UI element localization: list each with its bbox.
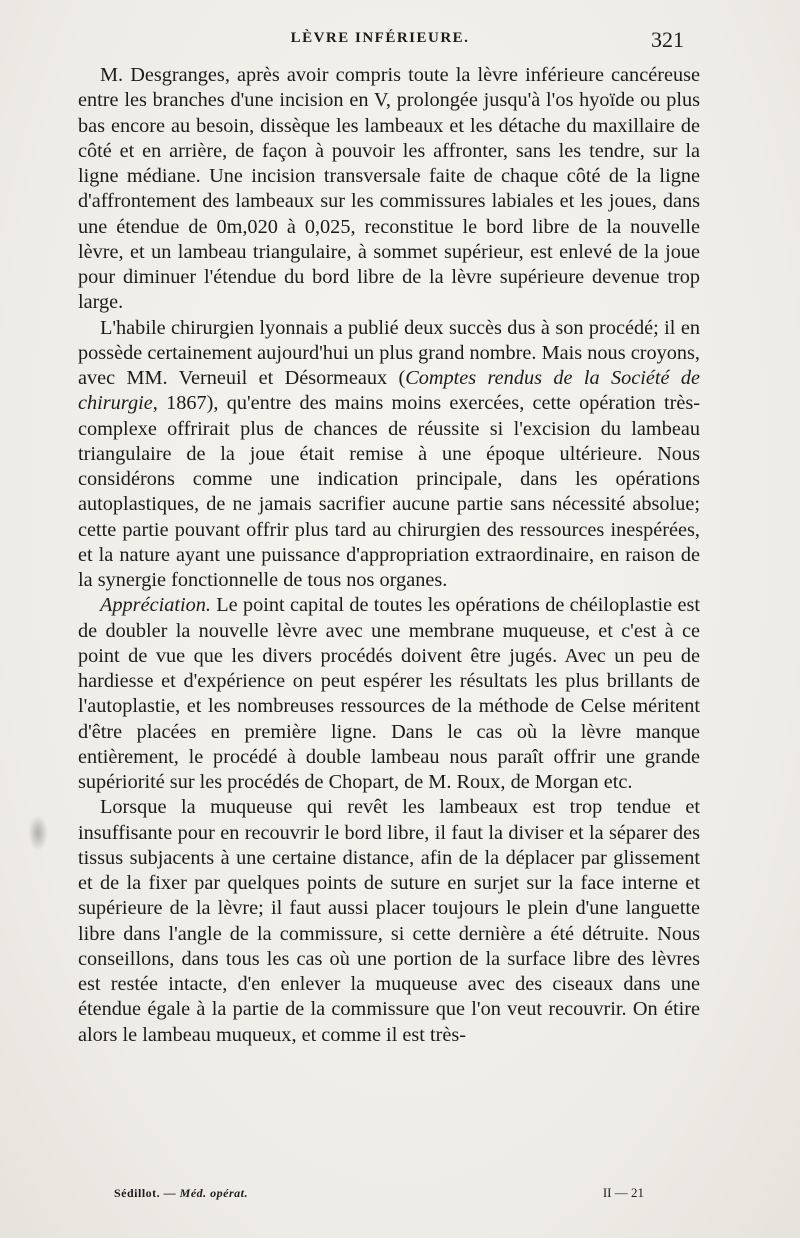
body-text bbox=[78, 63, 700, 1048]
text-run: M. Desgranges, après avoir compris toute la lèvre inférieure cancéreuse entre les branches d'une incision en V, prolongée jusqu'à l'os hyoïde ou plus bas encore au besoin, dissèque les lambeaux et les détache du maxillaire de côté et en arrière, de façon à pouvoir les affronter, sans les tendre, sur la ligne médiane. Une incision transversale faite de chaque côté de la ligne d'affrontement des lambeaux sur les commissures labiales et les joues, dans une étendue de 0m,020 à 0,025, reconstitue le bord libre de la nouvelle lèvre, et un lambeau triangulaire, à sommet supérieur, est enlevé de la joue pour diminuer l'étendue du bord libre de la lèvre supérieure devenue trop large. bbox=[78, 64, 700, 314]
page-footer bbox=[114, 1186, 644, 1206]
text-run: L'habile chirurgien lyonnais a publié deux succès dus à son procédé; il en possède certainement aujourd'hui un plus grand nombre. Mais nous croyons, avec MM. Verneuil et Désormeaux ( bbox=[78, 316, 700, 389]
paragraph bbox=[78, 795, 700, 1048]
paragraph bbox=[78, 593, 700, 795]
footer-citation bbox=[114, 1186, 248, 1201]
paragraph bbox=[78, 316, 700, 594]
page-number: 321 bbox=[651, 27, 684, 52]
running-title: LÈVRE INFÉRIEURE. bbox=[290, 30, 470, 46]
italic-run: Comptes rendus de la Société de chirurgie bbox=[78, 367, 700, 415]
paragraph bbox=[78, 63, 700, 316]
running-head bbox=[80, 27, 684, 56]
text-run: Lorsque la muqueuse qui revêt les lambeaux est trop tendue et insuffisante pour en recouvrir le bord libre, il faut la diviser et la séparer des tissus subjacents à une certaine distance, afin de la déplacer par glissement et de la fixer par quelques points de suture en surjet sur la face interne et supérieure de la lèvre; il faut aussi placer toujours le plein d'une languette libre dans l'angle de la commissure, si cette dernière a été détruite. Nous conseillons, dans tous les cas où une portion de la surface libre des lèvres est restée intacte, d'en enlever la muqueuse avec des ciseaux dans une étendue égale à la partie de la commissure que l'on veut recouvrir. On étire alors le lambeau muqueux, et comme il est très- bbox=[78, 796, 700, 1046]
text-run: Le point capital de toutes les opérations de chéiloplastie est de doubler la nouvelle lèvre avec une membrane muqueuse, et c'est à ce point de vue que les divers procédés doivent être jugés. Avec un peu de hardiesse et d'expérience on peut espérer les résultats les plus brillants de l'autoplastie, et les nombreuses ressources de la méthode de Celse méritent d'être placées en première ligne. Dans le cas où la lèvre manque entièrement, le procédé à double lambeau nous paraît offrir une grande supériorité sur les procédés de Chopart, de M. Roux, de Morgan etc. bbox=[78, 594, 700, 793]
footer-signature: II — 21 bbox=[602, 1185, 644, 1200]
text-run: , 1867), qu'entre des mains moins exercées, cette opération très-complexe offrirait plus de chances de réussite si l'excision du lambeau triangulaire de la joue était remise à une époque ultérieure. Nous considérons comme une indication principale, dans les opérations autoplastiques, de ne jamais sacrifier aucune partie sans nécessité absolue; cette partie pouvant offrir plus tard au chirurgien des ressources inespérées, et la nature ayant une puissance d'appropriation extraordinaire, en raison de la synergie fonctionnelle de tous nos organes. bbox=[78, 392, 700, 591]
italic-run: Appréciation. bbox=[100, 594, 211, 617]
scan-speck bbox=[28, 815, 48, 851]
footer-work: Méd. opérat. bbox=[179, 1186, 248, 1200]
footer-author: Sédillot. — bbox=[114, 1186, 177, 1200]
